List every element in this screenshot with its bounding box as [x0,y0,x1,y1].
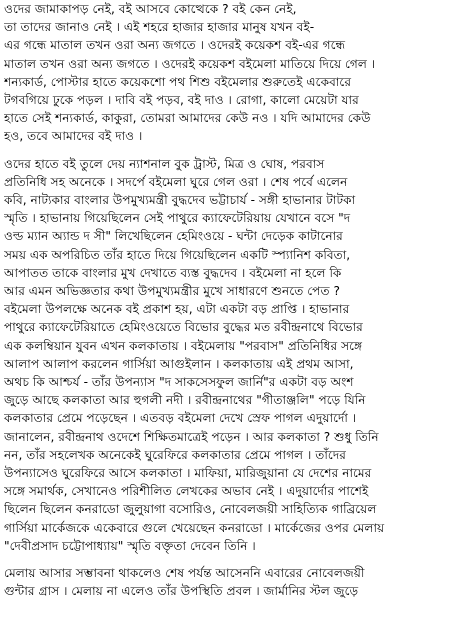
text-line: "দেবীপ্রসাদ চট্টোপাধ্যায়" স্মৃতি বক্তৃতা দেবেন তিনি । [4,538,256,553]
paragraph-gap [4,146,453,155]
text-line: আর এমন অভিজ্ঞতার কথা উপমুখ্যমন্ত্রীর মুখে সাধারণে শুনতে পেত ? [4,284,340,299]
paragraph-street-children [4,0,453,146]
text-line: উপন্যাসেও ঘুরেফিরে আসে কলকাতা । মাফিয়া, মারিজুয়ানা যে দেশের নামের [4,466,372,481]
text-line: বইমেলা উপলক্ষে অনেক বই প্রকাশ হয়, এটা একটা বড় প্রাপ্তি । হাভানার [4,302,350,317]
text-line: হও, তবে আমাদের বই দাও । [4,129,143,144]
text-line: ছিলেন ছিলেন কনরাডো জুলুয়াগা বসোরিও, নোবেলজয়ী সাহিত্যিক গাব্রিয়েল [4,502,377,517]
paragraph-gunter-grass [4,564,453,600]
text-line: ওল্ড ম্যান অ্যান্ড দ সী" লিখেছিলেন হেমিংওয়ে - ঘন্টা দেড়েক কাটানোর [4,229,343,244]
text-line: ওদের জামাকাপড় নেই, বই আসবে কোত্থেকে ? বই কেন নেই, [4,2,297,16]
paragraph-gap [4,555,453,564]
text-line: গুন্টার গ্রাস । মেলায় না এলেও তাঁর উপস্থিতি প্রবল । জার্মানির স্টল জুড়ে [4,584,359,599]
text-line: এক কলম্বিয়ান যুবন এখন কলকাতায় । বইমেলায় "পরবাস" প্রতিনিধির সঙ্গে [4,338,363,353]
text-line: নন, তাঁর সহলেখক অনেকেই ঘুরেফিরে কলকাতার প্রেমে পাগল । তাঁদের [4,447,346,462]
text-line: মাতাল তখন ওরা অন্য জগতে । ওদেরই কয়েকশ বইমেলা মাতিয়ে দিয়ে গেল । [4,56,376,71]
text-line: অথচ কি আশ্চর্য - তাঁর উপন্যাস "দ সাকসেসফুল জার্নি"র একটা বড় অংশ [4,375,354,390]
text-line: জানালেন, রবীন্দ্রনাথ ওদেশে শিক্ষিতমাত্রেই পড়েন । আর কলকাতা ? শুধু তিনি [4,429,379,444]
text-line: স্মৃতি । হাভানায় গিয়েছিলেন সেই পাথুরে ক্যাফেটেরিয়ায় যেখানে বসে "দ [4,211,351,226]
text-line: জুড়ে আছে কলকাতা আর হুগলী নদী । রবীন্দ্রনাথের "গীতাঞ্জলি" পড়ে যিনি [4,393,366,408]
text-line: মেলায় আসার সম্ভাবনা থাকলেও শেষ পর্যন্ত আসেননি এবারের নোবেলজয়ী [4,566,365,581]
text-line: সঙ্গে সমার্থক, সেখানেও পরিশীলিত লেখকের অভাব নেই । এদুয়ার্দোর পাশেই [4,484,369,499]
text-line: পাথুরে ক্যাফেটেরিয়াতে হেমিংওয়েতে বিভোর বুদ্ধের মত রবীন্দ্রনাথে বিভোর [4,320,363,335]
text-line: টগবগিয়ে ঢুকে পড়ল । দাবি বই পড়ব, বই দাও । রোগা, কালো মেয়েটা যার [4,93,359,108]
text-line: ওদের হাতে বই তুলে দেয় ন্যাশনাল বুক ট্রাস্ট, মিত্র ও ঘোষ, পরবাস [4,156,325,171]
text-line: সময় এক অপরিচিত তাঁর হাতে দিয়ে গিয়েছিলেন একটি স্প্যানিশ কবিতা, [4,247,351,262]
text-line: তা তাদের জানাও নেই । এই শহরে হাজার হাজার মানুষ যখন বই- [4,20,315,35]
paragraph-book-fair-guests [4,155,453,555]
text-line: শন্যকার্ড, পোস্টার হাতে কয়েকশো পথ শিশু বইমেলার শুরুতেই একেবারে [4,74,352,89]
text-line: গার্সিয়া মার্কেজকে একেবারে গুলে খেয়েছেন কনরাডো । মার্কেজের ওপর মেলায় [4,520,385,535]
text-line: কলকাতার প্রেমে পড়েছেন । এতবড় বইমেলা দেখে স্রেফ পাগল এদুয়ার্দো । [4,411,357,426]
text-line: আপাতত তাকে বাংলার মুখ দেখাতে ব্যস্ত বুদ্ধদেব । বইমেলা না হলে কি [4,265,342,280]
text-line: আলাপ আলাপ করলেন গার্সিয়া আগুইলান । কলকাতায় এই প্রথম আসা, [4,356,354,371]
text-line: এর গন্ধে মাতাল তখন ওরা অন্য জগতে । ওদেরই কয়েকশ বই-এর গন্ধে [4,38,346,53]
text-line: প্রতিনিধি সহ অনেকে । সদর্পে বইমেলা ঘুরে গেল ওরা । শেষ পর্বে এলেন [4,174,348,189]
text-line: কবি, নাট্যকার বাংলার উপমুখ্যমন্ত্রী বুদ্ধদেব ভট্টাচার্য - সঙ্গী হাভানার টাটকা [4,193,356,208]
text-line: হাতে সেই শন্যকার্ড, কাকুরা, তোমরা আমাদের কেউ নও । যদি আমাদের কেউ [4,111,371,126]
